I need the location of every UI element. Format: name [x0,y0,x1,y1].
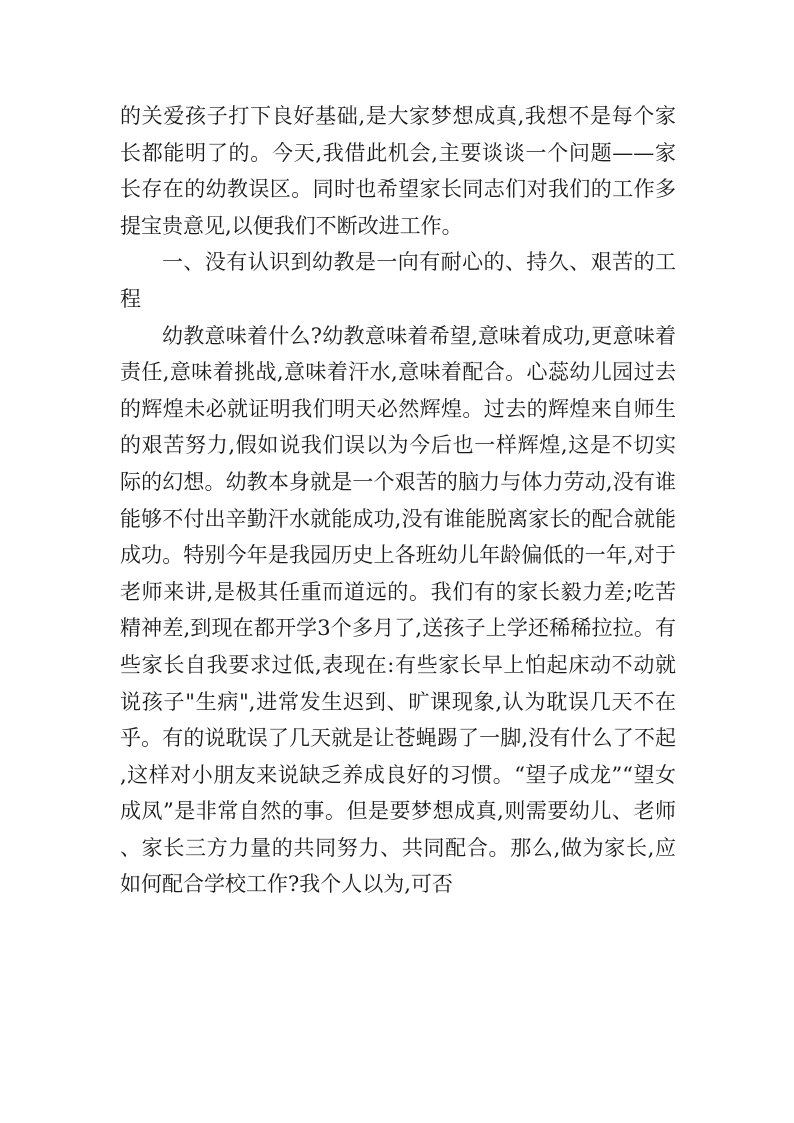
document-body [120,98,676,903]
section-heading: 一、没有认识到幼教是一向有耐心的、持久、艰苦的工程 [120,250,676,311]
paragraph-body: 幼教意味着什么?幼教意味着希望,意味着成功,更意味着责任,意味着挑战,意味着汗水,意味着配合。心蕊幼儿园过去的辉煌未必就证明我们明天必然辉煌。过去的辉煌来自师生的艰苦努力,假如说我们误以为今后也一样辉煌,这是不切实际的幻想。幼教本身就是一个艰苦的脑力与体力劳动,没有谁能够不付出辛勤汗水就能成功,没有谁能脱离家长的配合就能成功。特别今年是我园历史上各班幼儿年龄偏低的一年,对于老师来讲,是极其任重而道远的。我们有的家长毅力差;吃苦精神差,到现在都开学3个多月了,送孩子上学还稀稀拉拉。有些家长自我要求过低,表现在:有些家长早上怕起床动不动就说孩子"生病",进常发生迟到、旷课现象,认为耽误几天不在乎。有的说耽误了几天就是让苍蝇踢了一脚,没有什么了不起,这样对小朋友来说缺乏养成良好的习惯。“望子成龙”“望女成凤”是非常自然的事。但是要梦想成真,则需要幼儿、老师、家长三方力量的共同努力、共同配合。那么,做为家长,应如何配合学校工作?我个人以为,可否 [120,323,676,897]
paragraph-continuation: 的关爱孩子打下良好基础,是大家梦想成真,我想不是每个家长都能明了的。今天,我借此机会,主要谈谈一个问题——家长存在的幼教误区。同时也希望家长同志们对我们的工作多提宝贵意见,以便我们不断改进工作。 [120,104,676,238]
